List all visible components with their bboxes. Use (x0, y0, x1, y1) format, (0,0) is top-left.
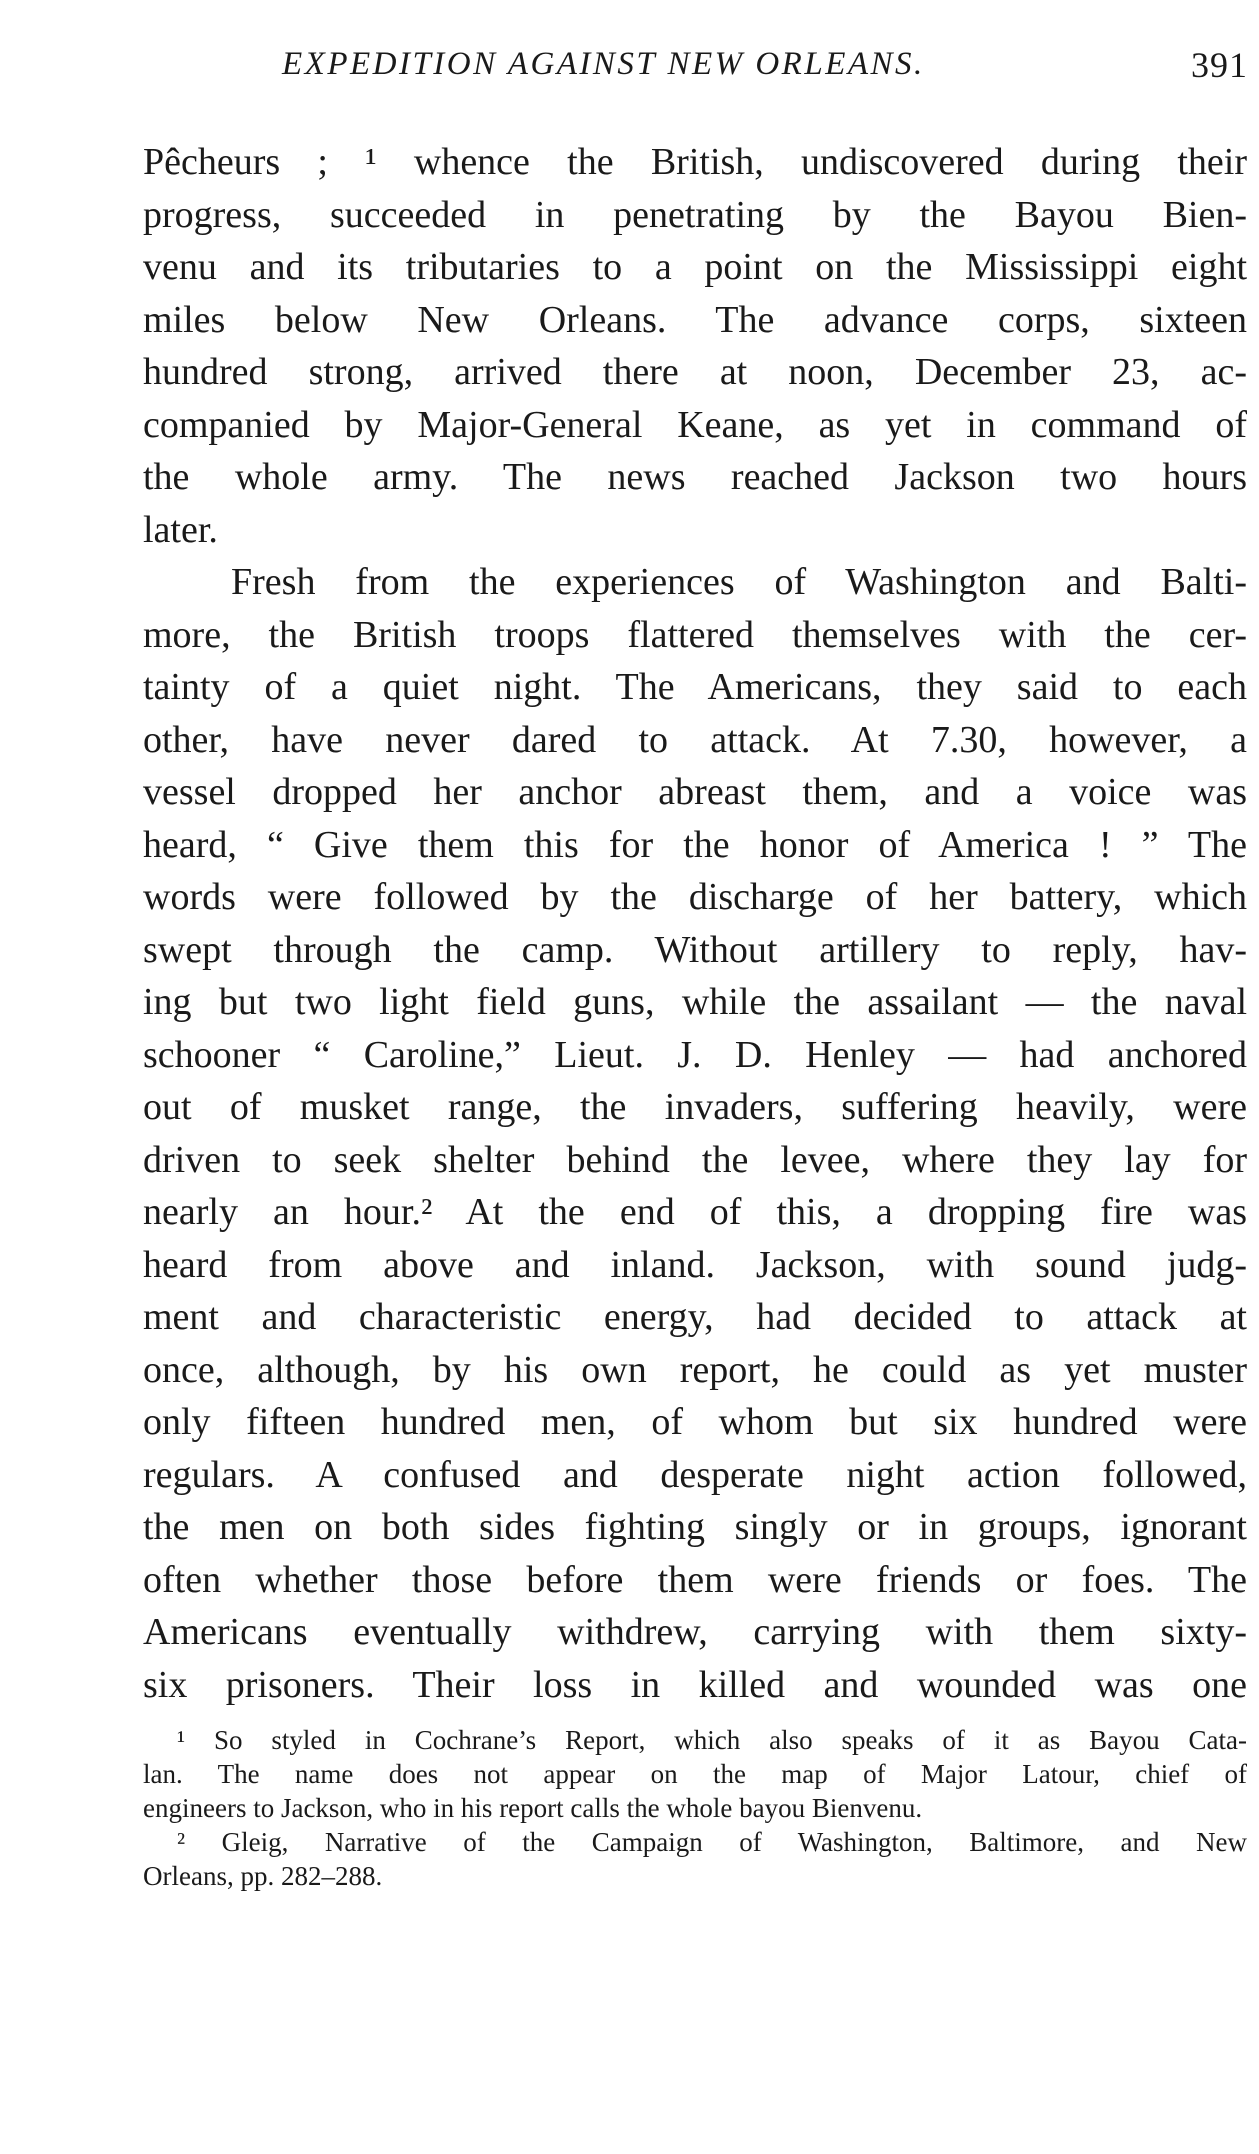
text-line: ing but two light field guns, while the assailant — the naval (143, 981, 1247, 1023)
text-line: Americans eventually withdrew, carrying with them sixty- (143, 1611, 1247, 1653)
text-line: venu and its tributaries to a point on the Mississippi eight (143, 246, 1247, 288)
text-line: driven to seek shelter behind the levee, where they lay for (143, 1138, 1247, 1181)
footnote-1 (143, 1723, 1247, 1825)
footnote-line: lan. The name does not appear on the map of Major Latour, chief of (143, 1759, 1247, 1789)
running-head (140, 46, 1248, 96)
text-line: other, have never dared to attack. At 7.30, however, a (143, 718, 1247, 761)
text-line: hundred strong, arrived there at noon, December 23, ac- (143, 351, 1247, 393)
text-line: once, although, by his own report, he could as yet muster (143, 1348, 1247, 1391)
text-line: six prisoners. Their loss in killed and wounded was one (143, 1663, 1247, 1706)
text-line: words were followed by the discharge of her battery, which (143, 876, 1247, 918)
text-line: more, the British troops flattered themselves with the cer- (143, 613, 1247, 656)
text-line: heard from above and inland. Jackson, with sound judg- (143, 1243, 1247, 1286)
text-line: schooner “ Caroline,” Lieut. J. D. Henley — had anchored (143, 1033, 1247, 1076)
text-line: swept through the camp. Without artillery to reply, hav- (143, 928, 1247, 971)
text-line: Pêcheurs ; ¹ whence the British, undiscovered during their (143, 141, 1247, 183)
text-line: later. (143, 508, 218, 551)
text-line: the men on both sides fighting singly or in groups, ignorant (143, 1506, 1247, 1548)
page-number: 391 (1191, 45, 1248, 85)
text-line: miles below New Orleans. The advance corps, sixteen (143, 298, 1247, 341)
text-line: nearly an hour.² At the end of this, a dropping fire was (143, 1191, 1247, 1233)
text-line: often whether those before them were friends or foes. The (143, 1558, 1247, 1601)
text-line: regulars. A confused and desperate night action followed, (143, 1453, 1247, 1496)
text-line: out of musket range, the invaders, suffering heavily, were (143, 1086, 1247, 1128)
footnote-line: engineers to Jackson, who in his report calls the whole bayou Bienvenu. (143, 1793, 923, 1823)
text-line: Fresh from the experiences of Washington and Balti- (231, 561, 1247, 603)
text-line: only fifteen hundred men, of whom but six hundred were (143, 1401, 1247, 1443)
footnote-line: Orleans, pp. 282–288. (143, 1861, 383, 1891)
text-line: the whole army. The news reached Jackson two hours (143, 456, 1247, 498)
text-line: tainty of a quiet night. The Americans, they said to each (143, 666, 1247, 708)
text-line: heard, “ Give them this for the honor of America ! ” The (143, 823, 1247, 866)
text-line: progress, succeeded in penetrating by the Bayou Bien- (143, 193, 1247, 236)
paragraph-1 (143, 136, 1247, 556)
text-line: companied by Major-General Keane, as yet in command of (143, 403, 1247, 446)
footnote-2 (143, 1825, 1247, 1893)
footnote-line: ² Gleig, Narrative of the Campaign of Washington, Baltimore, and New (177, 1827, 1247, 1857)
text-line: vessel dropped her anchor abreast them, and a voice was (143, 771, 1247, 813)
footnote-line: ¹ So styled in Cochrane’s Report, which also speaks of it as Bayou Cata- (177, 1725, 1247, 1755)
running-head-title: EXPEDITION AGAINST NEW ORLEANS. (282, 46, 925, 82)
text-line: ment and characteristic energy, had decided to attack at (143, 1296, 1247, 1338)
paragraph-2 (143, 556, 1247, 1711)
body-text (143, 136, 1247, 1711)
footnotes (143, 1723, 1247, 1893)
